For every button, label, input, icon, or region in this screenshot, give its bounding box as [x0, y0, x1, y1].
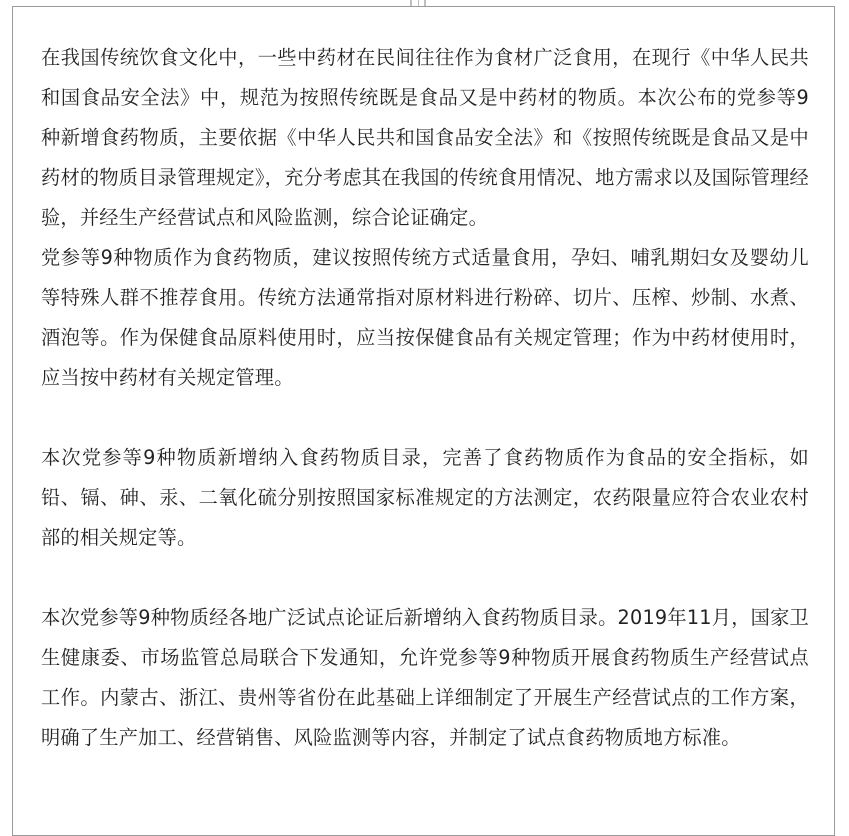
paragraph-safety-indicators: 本次党参等9种物质新增纳入食药物质目录，完善了食药物质作为食品的安全指标，如铅、镉、砷、汞、二氧化硫分别按照国家标准规定的方法测定，农药限量应符合农业农村部的相关规定等。 — [41, 446, 809, 549]
article-body — [41, 38, 809, 758]
paragraph-intro: 在我国传统饮食文化中，一些中药材在民间往往作为食材广泛食用，在现行《中华人民共和国食品安全法》中，规范为按照传统既是食品又是中药材的物质。本次公布的党参等9种新增食药物质，主要依据《中华人民共和国食品安全法》和《按照传统既是食品又是中药材的物质目录管理规定》，充分考虑其在我国的传统食用情况、地方需求以及国际管理经验，并经生产经营试点和风险监测，综合论证确定。 — [41, 46, 809, 229]
paragraph-consumption-guidance: 党参等9种物质作为食药物质，建议按照传统方式适量食用，孕妇、哺乳期妇女及婴幼儿等特殊人群不推荐食用。传统方法通常指对原材料进行粉碎、切片、压榨、炒制、水煮、酒泡等。作为保健食品原料使用时，应当按保健食品有关规定管理；作为中药材使用时，应当按中药材有关规定管理。 — [41, 246, 809, 389]
paragraph-spacer — [41, 558, 809, 598]
paragraph-spacer — [41, 398, 809, 438]
paragraph-pilot-work: 本次党参等9种物质经各地广泛试点论证后新增纳入食药物质目录。2019年11月，国家卫生健康委、市场监管总局联合下发通知，允许党参等9种物质开展食药物质生产经营试点工作。内蒙古、浙江、贵州等省份在此基础上详细制定了开展生产经营试点的工作方案，明确了生产加工、经营销售、风险监测等内容，并制定了试点食药物质地方标准。 — [41, 606, 809, 749]
